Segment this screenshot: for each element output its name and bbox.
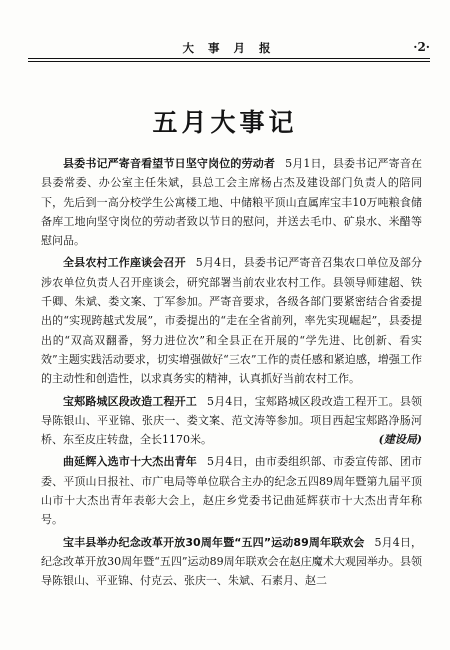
entry-anniversary-gala bbox=[41, 533, 422, 591]
entry-headline: 宝郏路城区段改造工程开工 bbox=[63, 394, 197, 408]
header-rule-thick bbox=[28, 58, 430, 59]
header-rule-thin bbox=[28, 61, 430, 62]
entry-youth-award bbox=[41, 452, 422, 529]
entry-party-secretary-visit bbox=[41, 154, 422, 250]
running-header bbox=[28, 40, 430, 60]
entry-headline: 县委书记严寄音看望节日坚守岗位的劳动者 bbox=[63, 157, 276, 170]
entry-rural-work-meeting bbox=[41, 253, 422, 388]
entry-body: 5月4日，县委书记严寄音召集农口单位及部分涉农单位负责人召开座谈会，研究部署当前农业农村工作。县领导师建超、铁千卿、朱斌、娄文案、丁军参加。严寄音要求，各级各部门要紧密结合省委提出的“实现跨越式发展”，市委提出的“走在全省前列，率先实现崛起”，县委提出的“双高双翻番，努力进位次”和全县正在开展的“学先进、比创新、看实效”主题实践活动要求，切实增强做好“三农”工作的责任感和紧迫感，增强工作的主动性和创造性，以求真务实的精神，认真抓好当前农村工作。 bbox=[41, 256, 423, 386]
entry-body: 5月4日，宝郏路城区段改造工程开工。县领导陈银山、平亚锦、张庆一、娄文案、范文涛等参加。项目西起宝郏路净肠河桥、东至皮庄转盘，全长1170米。 bbox=[41, 394, 422, 447]
entry-headline: 曲延辉入选市十大杰出青年 bbox=[63, 455, 197, 469]
entry-body: 5月4日，由市委组织部、市委宣传部、团市委、平顶山日报社、市广电局等单位联合主办的纪念五四89周年暨第九届平顶山市十大杰出青年表彰大会上，赵庄乡党委书记曲延辉获市十大杰出青年称号。 bbox=[41, 455, 422, 527]
entry-road-project bbox=[41, 392, 422, 450]
entry-source: (建设局) bbox=[378, 433, 422, 447]
header-title: 大 事 月 报 bbox=[182, 41, 276, 55]
page-number: ·2· bbox=[413, 40, 430, 54]
entry-list bbox=[41, 154, 422, 594]
page-title: 五月大事记 bbox=[152, 108, 298, 137]
entry-headline: 宝丰县举办纪念改革开放30周年暨“五四”运动89周年联欢会 bbox=[63, 535, 365, 549]
entry-headline: 全县农村工作座谈会召开 bbox=[63, 256, 186, 270]
entry-body: 5月4日，纪念改革开放30周年暨“五四”运动89周年联欢会在赵庄魔术大观园举办。县领导陈银山、平亚锦、付克云、张庆一、朱斌、石素月、赵二 bbox=[41, 535, 423, 588]
entry-body: 5月1日，县委书记严寄音在县委常委、办公室主任朱斌，县总工会主席杨占杰及建设部门负责人的陪同下，先后到一高分校学生公寓楼工地、中储粮平顶山直属库宝丰10万吨粮食储备库工地向坚守岗位的劳动者致以节日的慰问，并送去毛巾、矿泉水、米醋等慰问品。 bbox=[41, 157, 423, 248]
